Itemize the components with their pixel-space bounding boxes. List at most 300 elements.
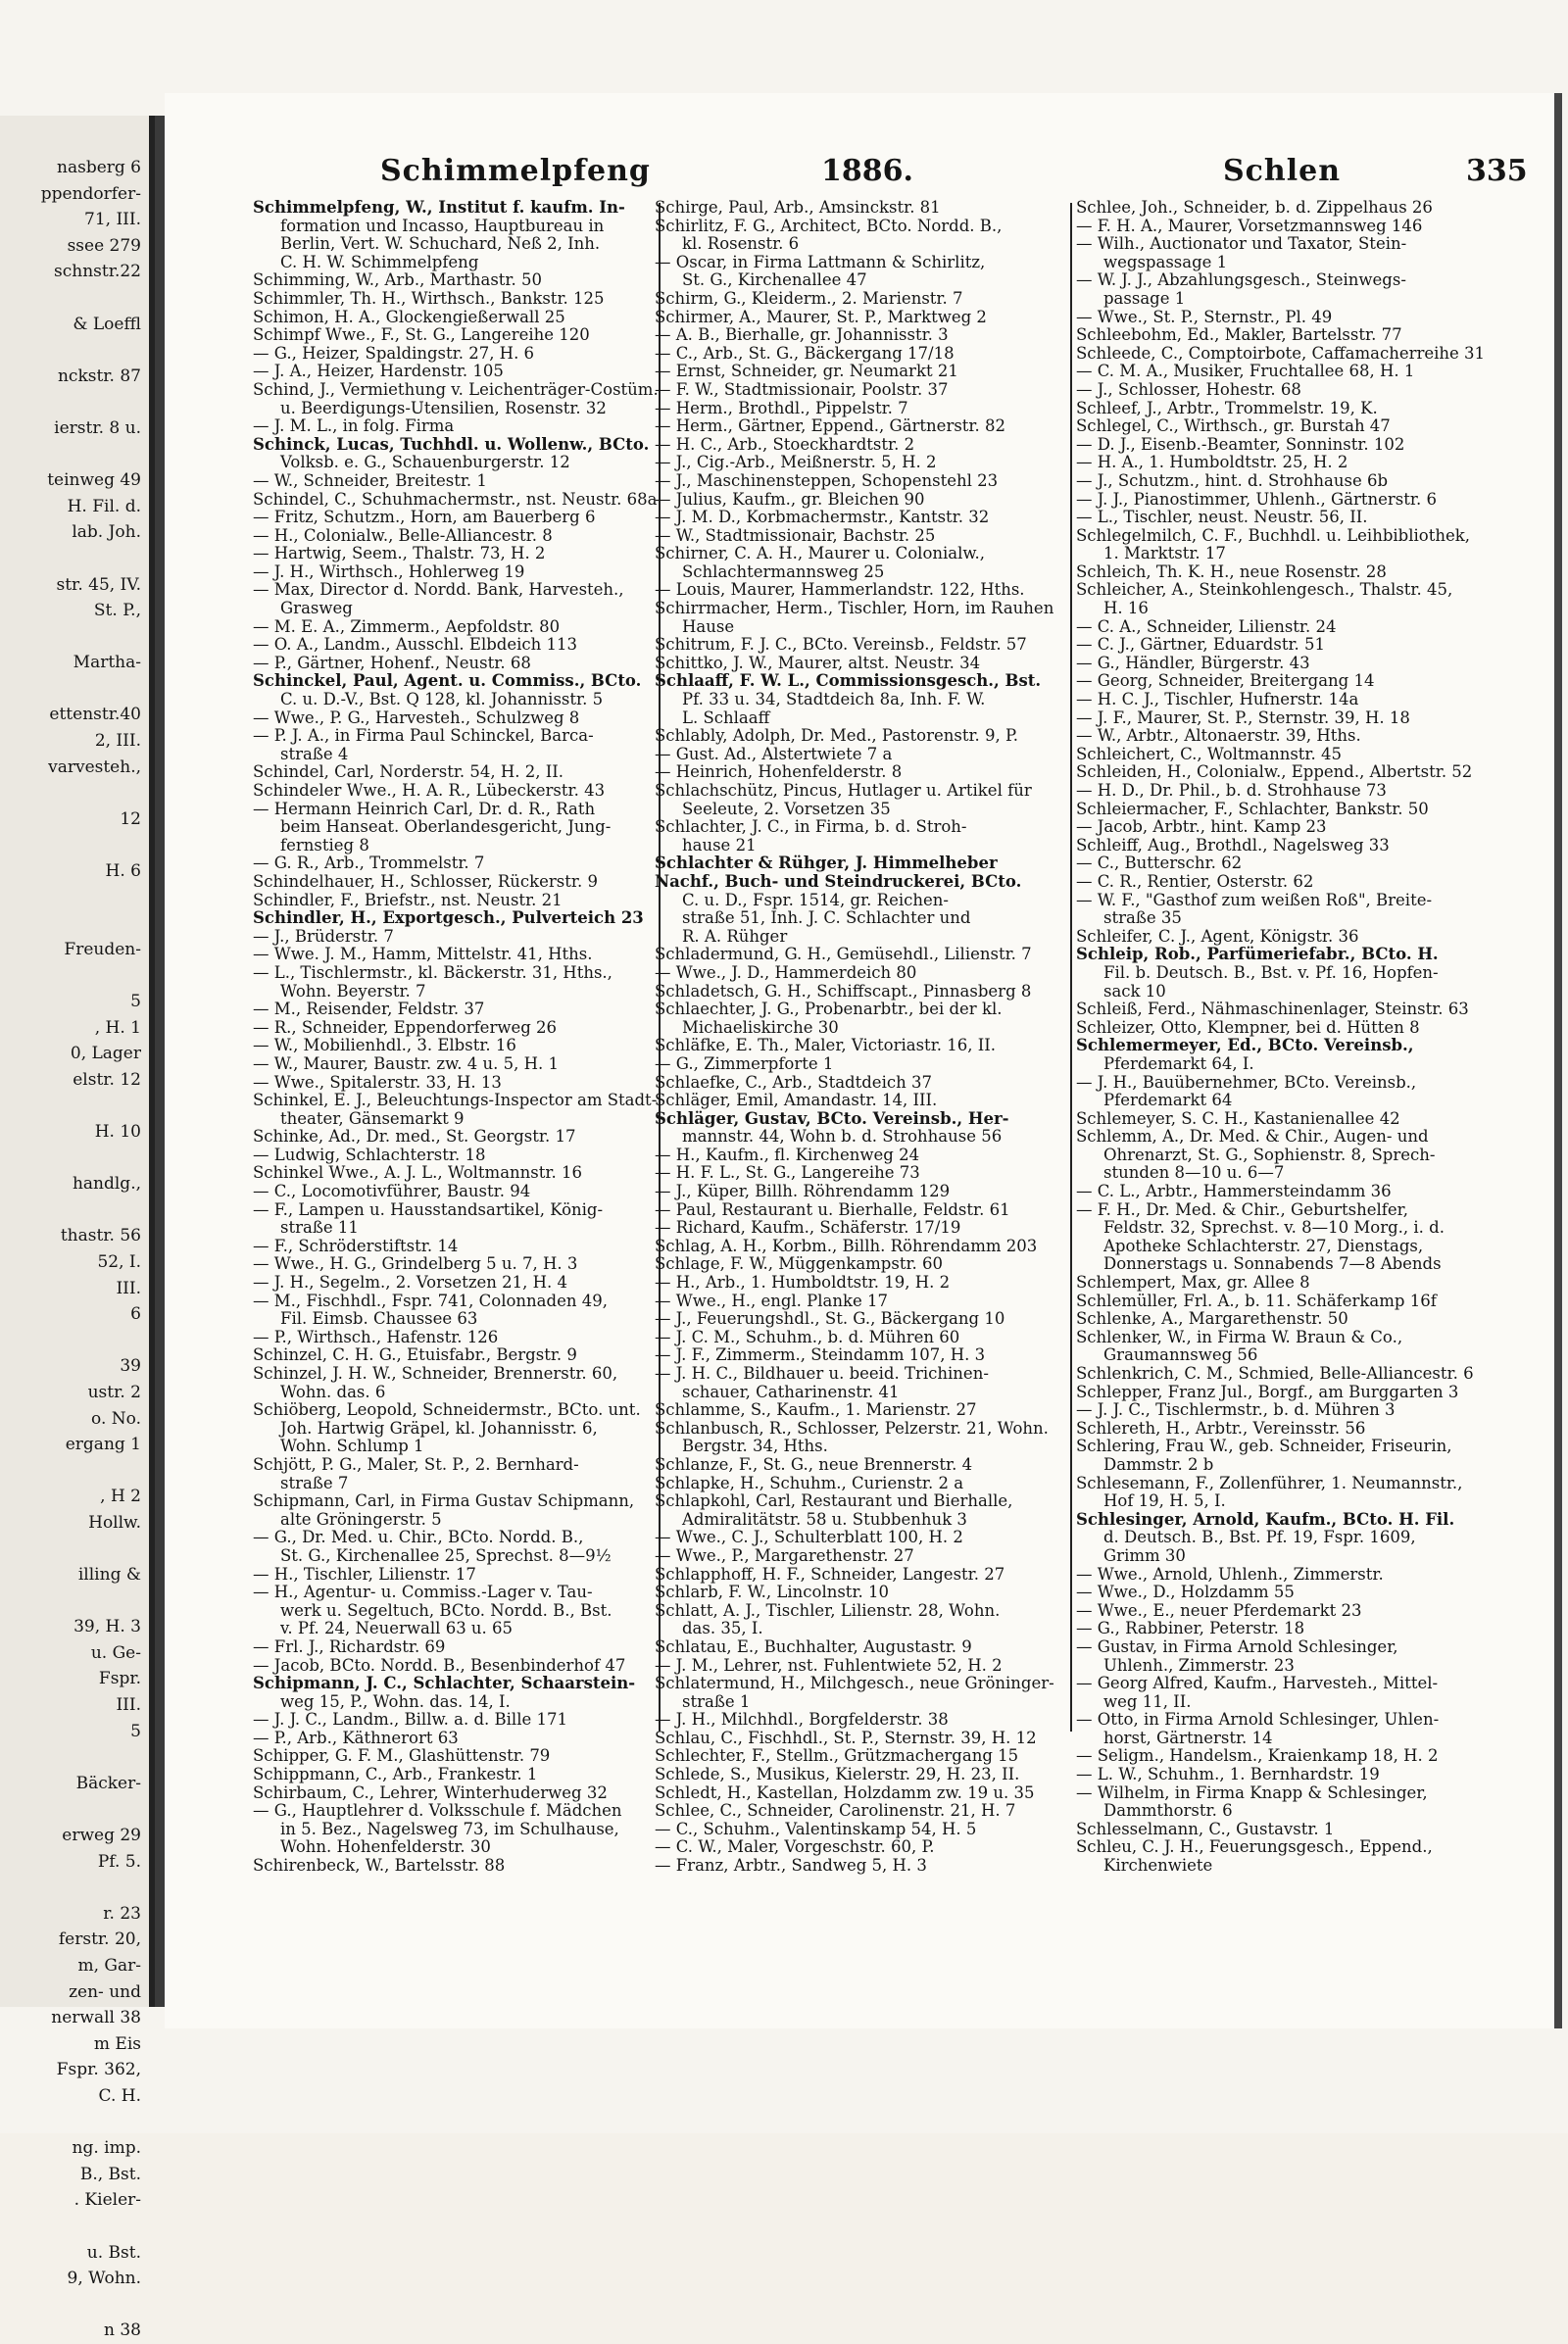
directory-entry: — J. M. D., Korbmachermstr., Kantstr. 32: [655, 508, 990, 527]
directory-entry: Wohn. Beyerstr. 7: [280, 981, 426, 1001]
directory-entry: Schind, J., Vermiethung v. Leichenträger-Costüm.: [253, 379, 659, 399]
directory-entry: — C. R., Rentier, Osterstr. 62: [1076, 871, 1314, 891]
previous-page-line: [6, 885, 141, 911]
directory-entry: — C., Schuhm., Valentinskamp 54, H. 5: [655, 1819, 977, 1838]
header-year: 1886.: [821, 154, 913, 188]
previous-page-line: n 38: [104, 2320, 141, 2341]
directory-entry: — J., Brüderstr. 7: [253, 926, 394, 946]
directory-entry: Schleiß, Ferd., Nähmaschinenlager, Steinstr. 63: [1076, 1000, 1469, 1019]
directory-entry: — W., Stadtmissionair, Bachstr. 25: [655, 525, 936, 545]
directory-entry: Schindler, F., Briefstr., nst. Neustr. 21: [253, 890, 563, 909]
directory-entry: — Franz, Arbtr., Sandweg 5, H. 3: [655, 1856, 927, 1876]
directory-entry: — C. J., Gärtner, Eduardstr. 51: [1076, 635, 1326, 655]
previous-page-line: [6, 1328, 141, 1354]
directory-entry: Schlatau, E., Buchhalter, Augustastr. 9: [655, 1636, 972, 1656]
directory-entry: — W. J. J., Abzahlungsgesch., Steinwegs-: [1076, 270, 1406, 290]
directory-entry: — Wwe., H. G., Grindelberg 5 u. 7, H. 3: [253, 1254, 578, 1274]
directory-entry: — J. M., Lehrer, nst. Fuhlentwiete 52, H. 2: [655, 1655, 1003, 1675]
directory-entry: Schleicher, A., Steinkohlengesch., Thalstr. 45,: [1076, 580, 1453, 600]
directory-entry: Feldstr. 32, Sprechst. v. 8—10 Morg., i. d.: [1103, 1218, 1445, 1238]
directory-entry: Volksb. e. G., Schauenburgerstr. 12: [280, 453, 570, 472]
directory-entry: Pferdemarkt 64, I.: [1103, 1053, 1254, 1073]
directory-entry: schauer, Catharinenstr. 41: [682, 1382, 900, 1401]
directory-entry: St. G., Kirchenallee 47: [682, 270, 867, 290]
directory-entry: Schirge, Paul, Arb., Amsinckstr. 81: [655, 198, 941, 217]
directory-entry: Schladermund, G. H., Gemüsehdl., Lilienstr. 7: [655, 945, 1032, 964]
directory-entry: — Georg, Schneider, Breitergang 14: [1076, 671, 1375, 691]
directory-entry: Schlesemann, F., Zollenführer, 1. Neumannstr.,: [1076, 1473, 1463, 1492]
directory-entry: Schimon, H. A., Glockengießerwall 25: [253, 307, 565, 326]
previous-page-line: 71, III.: [84, 210, 141, 230]
directory-entry: R. A. Rühger: [682, 926, 788, 946]
directory-entry: Schinzel, J. H. W., Schneider, Brennerstr. 60,: [253, 1364, 618, 1383]
directory-entry: Schippmann, C., Arb., Frankestr. 1: [253, 1765, 538, 1784]
directory-entry: — H. D., Dr. Phil., b. d. Strohhause 73: [1076, 781, 1387, 800]
directory-entry: — F. H., Dr. Med. & Chir., Geburtshelfer,: [1076, 1199, 1408, 1219]
directory-entry: — Louis, Maurer, Hammerlandstr. 122, Hths.: [655, 580, 1025, 600]
directory-entry: Schlee, Joh., Schneider, b. d. Zippelhaus 26: [1076, 198, 1433, 217]
directory-entry: Schlepper, Franz Jul., Borgf., am Burggarten 3: [1076, 1382, 1459, 1401]
directory-entry: St. G., Kirchenallee 25, Sprechst. 8—9½: [280, 1545, 612, 1565]
directory-entry: mannstr. 44, Wohn b. d. Strohhause 56: [682, 1127, 1003, 1147]
previous-page-line: [6, 2214, 141, 2240]
previous-page-line: Freuden-: [64, 939, 141, 959]
previous-page-line: ustr. 2: [87, 1382, 141, 1402]
directory-entry: Schlesselmann, C., Gustavstr. 1: [1076, 1819, 1335, 1838]
directory-entry: — J. J., Pianostimmer, Uhlenh., Gärtnerstr. 6: [1076, 489, 1437, 509]
directory-entry: Schimmelpfeng, W., Institut f. kaufm. In-: [253, 198, 625, 217]
directory-entry: Schleizer, Otto, Klempner, bei d. Hütten 8: [1076, 1017, 1420, 1037]
directory-entry: — Gust. Ad., Alstertwiete 7 a: [655, 744, 893, 763]
directory-entry: — H. F. L., St. G., Langereihe 73: [655, 1163, 920, 1183]
directory-entry: Schlee, C., Schneider, Carolinenstr. 21, H. 7: [655, 1801, 1016, 1821]
directory-entry: Schlemüller, Frl. A., b. 11. Schäferkamp 16f: [1076, 1291, 1437, 1310]
previous-page-line: [6, 285, 141, 312]
directory-entry: wegspassage 1: [1103, 252, 1228, 271]
directory-entry: — J., Cig.-Arb., Meißnerstr. 5, H. 2: [655, 453, 937, 472]
directory-entry: horst, Gärtnerstr. 14: [1103, 1728, 1273, 1747]
directory-entry: Schledt, H., Kastellan, Holzdamm zw. 19 u. 35: [655, 1782, 1035, 1802]
directory-entry: — J. H. C., Bildhauer u. beeid. Trichinen-: [655, 1364, 989, 1383]
previous-page-line: , H. 1: [94, 1017, 141, 1038]
directory-entry: Pferdemarkt 64: [1103, 1091, 1233, 1110]
previous-page-line: 39, H. 3: [74, 1617, 141, 1637]
previous-page-line: 5: [130, 992, 141, 1011]
previous-page-line: varvesteh.,: [48, 757, 141, 777]
directory-entry: — C., Locomotivführer, Baustr. 94: [253, 1182, 531, 1201]
directory-entry: — C., Arb., St. G., Bäckergang 17/18: [655, 343, 955, 363]
directory-entry: — Wwe., E., neuer Pferdemarkt 23: [1076, 1600, 1362, 1620]
directory-entry: — P., Arb., Käthnerort 63: [253, 1728, 459, 1747]
directory-entry: — P. J. A., in Firma Paul Schinckel, Barca-: [253, 726, 594, 746]
directory-entry: Schlaechter, J. G., Probenarbtr., bei der kl.: [655, 1000, 1003, 1019]
directory-entry: stunden 8—10 u. 6—7: [1103, 1163, 1285, 1183]
directory-entry: — W., Arbtr., Altonaerstr. 39, Hths.: [1076, 726, 1361, 746]
previous-page-text: [6, 155, 141, 2344]
previous-page-line: m, Gar-: [77, 1955, 141, 1976]
directory-entry: Schlenker, W., in Firma W. Braun & Co.,: [1076, 1327, 1403, 1346]
directory-entry: — W., Mobilienhdl., 3. Elbstr. 16: [253, 1036, 516, 1055]
previous-page-line: St. P.,: [93, 601, 141, 621]
directory-entry: Schindler, H., Exportgesch., Pulverteich 23: [253, 908, 644, 928]
directory-entry: — G., Zimmerpforte 1: [655, 1053, 834, 1073]
header-left-keyword: Schimmelpfeng: [380, 154, 651, 188]
previous-page-line: ssee 279: [67, 235, 141, 256]
directory-entry: passage 1: [1103, 288, 1186, 308]
directory-entry: — Wwe. J. M., Hamm, Mittelstr. 41, Hths.: [253, 945, 593, 964]
directory-entry: — W., Maurer, Baustr. zw. 4 u. 5, H. 1: [253, 1053, 559, 1073]
directory-entry: — H., Colonialw., Belle-Alliancestr. 8: [253, 525, 553, 545]
directory-entry: — M., Reisender, Feldstr. 37: [253, 1000, 485, 1019]
previous-page-line: m Eis: [93, 2033, 141, 2054]
directory-entry: — Seligm., Handelsm., Kraienkamp 18, H. 2: [1076, 1746, 1439, 1766]
directory-entry: Schleebohm, Ed., Makler, Bartelsstr. 77: [1076, 325, 1402, 345]
directory-entry: — A. B., Bierhalle, gr. Johannisstr. 3: [655, 325, 949, 345]
directory-entry: — Wwe., C. J., Schulterblatt 100, H. 2: [655, 1528, 963, 1547]
directory-entry: — H., Tischler, Lilienstr. 17: [253, 1564, 476, 1584]
directory-entry: kl. Rosenstr. 6: [682, 234, 800, 254]
directory-entry: — Ernst, Schneider, gr. Neumarkt 21: [655, 362, 958, 381]
directory-entry: Michaeliskirche 30: [682, 1017, 839, 1037]
directory-entry: Schlemermeyer, Ed., BCto. Vereinsb.,: [1076, 1036, 1414, 1055]
directory-entry: — G., Rabbiner, Peterstr. 18: [1076, 1619, 1305, 1638]
previous-page-line: 2, III.: [94, 731, 141, 752]
previous-page-line: ierstr. 8 u.: [54, 417, 141, 438]
directory-entry: — Max, Director d. Nordd. Bank, Harvesteh.,: [253, 580, 624, 600]
directory-entry: — J. H., Segelm., 2. Vorsetzen 21, H. 4: [253, 1273, 568, 1293]
directory-entry: — P., Gärtner, Hohenf., Neustr. 68: [253, 653, 531, 672]
directory-entry: — J., Schutzm., hint. d. Strohhause 6b: [1076, 470, 1389, 490]
directory-entry: — H. C. J., Tischler, Hufnerstr. 14a: [1076, 690, 1359, 709]
previous-page-line: nerwall 38: [51, 2008, 141, 2028]
previous-page-line: Bäcker-: [75, 1773, 141, 1793]
book-gutter: [155, 116, 165, 2007]
directory-entry: — L. W., Schuhm., 1. Bernhardstr. 19: [1076, 1765, 1380, 1784]
previous-page-line: H. 10: [94, 1121, 141, 1142]
directory-entry: weg 15, P., Wohn. das. 14, I.: [280, 1691, 511, 1711]
directory-entry: Schlanze, F., St. G., neue Brennerstr. 4: [655, 1454, 973, 1474]
directory-entry: Schlempert, Max, gr. Allee 8: [1076, 1273, 1310, 1293]
directory-entry: Dammstr. 2 b: [1103, 1454, 1214, 1474]
directory-entry: Schimpf Wwe., F., St. G., Langereihe 120: [253, 325, 590, 345]
directory-entry: — G., Händler, Bürgerstr. 43: [1076, 653, 1310, 672]
directory-entry: Dammthorstr. 6: [1103, 1801, 1233, 1821]
directory-entry: Schlachter & Rühger, J. Himmelheber: [655, 854, 998, 873]
directory-entry: — Wwe., Spitalerstr. 33, H. 13: [253, 1072, 502, 1092]
directory-entry: — Frl. J., Richardstr. 69: [253, 1636, 446, 1656]
directory-entry: — H., Agentur- u. Commiss.-Lager v. Tau-: [253, 1583, 593, 1602]
directory-entry: Berlin, Vert. W. Schuchard, Neß 2, Inh.: [280, 234, 601, 254]
directory-entry: Schlag, A. H., Korbm., Billh. Röhrendamm 203: [655, 1236, 1038, 1255]
previous-page-line: ferstr. 20,: [58, 1929, 141, 1950]
previous-page-line: ppendorfer-: [40, 183, 141, 204]
previous-page-line: Martha-: [73, 653, 141, 673]
previous-page-line: , H 2: [100, 1487, 141, 1507]
previous-page-line: [6, 2292, 141, 2319]
directory-entry: — J. F., Zimmerm., Steindamm 107, H. 3: [655, 1345, 986, 1365]
previous-page-line: u. Bst.: [86, 2242, 141, 2263]
directory-entry: Schlaefke, C., Arb., Stadtdeich 37: [655, 1072, 932, 1092]
directory-entry: Schiöberg, Leopold, Schneidermstr., BCto. unt.: [253, 1400, 641, 1420]
directory-entry: — Paul, Restaurant u. Bierhalle, Feldstr. 61: [655, 1199, 1010, 1219]
directory-entry: straße 1: [682, 1691, 751, 1711]
directory-entry: — Wwe., J. D., Hammerdeich 80: [655, 962, 917, 982]
directory-entry: Hof 19, H. 5, I.: [1103, 1491, 1226, 1511]
directory-entry: — J. A., Heizer, Hardenstr. 105: [253, 362, 504, 381]
directory-entry: — G., Hauptlehrer d. Volksschule f. Mädchen: [253, 1801, 622, 1821]
directory-entry: Fil. b. Deutsch. B., Bst. v. Pf. 16, Hopfen-: [1103, 962, 1439, 982]
directory-entry: — H., Arb., 1. Humboldtstr. 19, H. 2: [655, 1273, 951, 1293]
directory-entry: Schlage, F. W., Müggenkampstr. 60: [655, 1254, 944, 1274]
previous-page-line: [6, 832, 141, 858]
directory-entry: in 5. Bez., Nagelsweg 73, im Schulhause,: [280, 1819, 619, 1838]
directory-entry: Schlesinger, Arnold, Kaufm., BCto. H. Fil.: [1076, 1509, 1455, 1529]
directory-entry: — F. W., Stadtmissionair, Poolstr. 37: [655, 379, 949, 399]
directory-entry: Schinkel Wwe., A. J. L., Woltmannstr. 16: [253, 1163, 582, 1183]
directory-entry: d. Deutsch. B., Bst. Pf. 19, Fspr. 1609,: [1103, 1528, 1416, 1547]
directory-entry: — Ludwig, Schlachterstr. 18: [253, 1145, 486, 1164]
directory-entry: Wohn. das. 6: [280, 1382, 386, 1401]
directory-entry: Wohn. Hohenfelderstr. 30: [280, 1837, 491, 1857]
directory-entry: Schlemeyer, S. C. H., Kastanienallee 42: [1076, 1108, 1400, 1128]
directory-entry: Schlering, Frau W., geb. Schneider, Friseurin,: [1076, 1437, 1452, 1456]
directory-entry: — Hartwig, Seem., Thalstr. 73, H. 2: [253, 544, 546, 563]
directory-entry: Schinkel, E. J., Beleuchtungs-Inspector am Stadt-: [253, 1091, 658, 1110]
directory-entry: — G., Dr. Med. u. Chir., BCto. Nordd. B.,: [253, 1528, 584, 1547]
directory-entry: werk u. Segeltuch, BCto. Nordd. B., Bst.: [280, 1600, 612, 1620]
previous-page-line: Fspr. 362,: [56, 2060, 141, 2080]
directory-entry: Grasweg: [280, 599, 353, 618]
directory-entry: Apotheke Schlachterstr. 27, Dienstags,: [1103, 1236, 1424, 1255]
directory-entry: C. u. D.-V., Bst. Q 128, kl. Johannisstr. 5: [280, 690, 604, 709]
directory-entry: Schlapphoff, H. F., Schneider, Langestr. 27: [655, 1564, 1005, 1584]
directory-entry: Schindeler Wwe., H. A. R., Lübeckerstr. 43: [253, 781, 606, 800]
directory-entry: hause 21: [682, 835, 757, 855]
directory-entry: u. Beerdigungs-Utensilien, Rosenstr. 32: [280, 398, 607, 417]
directory-entry: Schinckel, Paul, Agent. u. Commiss., BCto.: [253, 671, 642, 691]
directory-entry: Graumannsweg 56: [1103, 1345, 1258, 1365]
previous-page-line: [6, 1796, 141, 1823]
previous-page-line: [6, 2110, 141, 2136]
previous-page-line: [6, 1875, 141, 1901]
previous-page-line: nckstr. 87: [57, 366, 141, 386]
previous-page-line: [6, 546, 141, 572]
previous-page-line: H. 6: [105, 861, 141, 882]
directory-entry: — L., Tischlermstr., kl. Bäckerstr. 31, Hths.,: [253, 962, 612, 982]
directory-entry: C. u. D., Fspr. 1514, gr. Reichen-: [682, 890, 949, 909]
directory-entry: — Wilh., Auctionator und Taxator, Stein-: [1076, 234, 1407, 254]
previous-page-line: [6, 442, 141, 468]
previous-page-line: nasberg 6: [57, 158, 141, 177]
directory-entry: Joh. Hartwig Gräpel, kl. Johannisstr. 6,: [280, 1418, 598, 1438]
directory-entry: — Richard, Kaufm., Schäferstr. 17/19: [655, 1218, 961, 1238]
directory-entry: Bergstr. 34, Hths.: [682, 1437, 828, 1456]
directory-entry: Schleifer, C. J., Agent, Königstr. 36: [1076, 926, 1359, 946]
directory-entry: — Wwe., St. P., Sternstr., Pl. 49: [1076, 307, 1333, 326]
previous-page-line: Fspr.: [98, 1669, 141, 1689]
previous-page-line: B., Bst.: [79, 2164, 141, 2184]
directory-entry: — Hermann Heinrich Carl, Dr. d. R., Rath: [253, 799, 596, 818]
directory-entry: Schladetsch, G. H., Schiffscapt., Pinnasberg 8: [655, 981, 1032, 1001]
directory-entry: Schimmler, Th. H., Wirthsch., Bankstr. 125: [253, 288, 605, 308]
previous-page-line: Pf. 5.: [97, 1851, 141, 1872]
directory-entry: — J., Küper, Billh. Röhrendamm 129: [655, 1182, 951, 1201]
previous-page-line: erweg 29: [62, 1826, 141, 1845]
directory-entry: — C. W., Maler, Vorgeschstr. 60, P.: [655, 1837, 935, 1857]
directory-entry: — J. F., Maurer, St. P., Sternstr. 39, H. 18: [1076, 708, 1410, 727]
directory-entry: alte Gröningerstr. 5: [280, 1509, 442, 1529]
directory-entry: — F. H. A., Maurer, Vorsetzmannsweg 146: [1076, 216, 1423, 235]
previous-page-line: ergang 1: [65, 1435, 141, 1455]
directory-entry: — F., Schröderstiftstr. 14: [253, 1236, 459, 1255]
directory-entry: — Herm., Gärtner, Eppend., Gärtnerstr. 82: [655, 416, 1005, 436]
directory-entry: — C., Butterschr. 62: [1076, 854, 1243, 873]
directory-entry: formation und Incasso, Hauptbureau in: [280, 216, 605, 235]
directory-entry: Schlaaff, F. W. L., Commissionsgesch., Bst.: [655, 671, 1042, 691]
directory-entry: Schläger, Gustav, BCto. Vereinsb., Her-: [655, 1108, 1009, 1128]
previous-page-line: 9, Wohn.: [67, 2269, 141, 2289]
directory-entry: sack 10: [1103, 981, 1166, 1001]
directory-entry: Schlarb, F. W., Lincolnstr. 10: [655, 1583, 890, 1602]
directory-entry: — Herm., Brothdl., Pippelstr. 7: [655, 398, 908, 417]
directory-entry: Schlably, Adolph, Dr. Med., Pastorenstr. 9, P.: [655, 726, 1019, 746]
previous-page-line: r. 23: [103, 1903, 141, 1924]
directory-entry: Schläger, Emil, Amandastr. 14, III.: [655, 1091, 938, 1110]
directory-entry: Seeleute, 2. Vorsetzen 35: [682, 799, 891, 818]
directory-entry: — C. M. A., Musiker, Fruchtallee 68, H. 1: [1076, 362, 1415, 381]
directory-entry: Schirlitz, F. G., Architect, BCto. Nordd. B.,: [655, 216, 1003, 235]
directory-entry: Schlachschütz, Pincus, Hutlager u. Artikel für: [655, 781, 1032, 800]
directory-entry: Schindel, Carl, Norderstr. 54, H. 2, II.: [253, 762, 564, 782]
directory-entry: Schlenke, A., Margarethenstr. 50: [1076, 1309, 1348, 1329]
previous-page-line: [6, 1536, 141, 1562]
directory-entry: Schläfke, E. Th., Maler, Victoriastr. 16, II.: [655, 1036, 997, 1055]
directory-entry: — Wwe., Arnold, Uhlenh., Zimmerstr.: [1076, 1564, 1384, 1584]
previous-page-line: & Loeffl: [73, 314, 141, 334]
directory-entry: Schlanbusch, R., Schlosser, Pelzerstr. 21, Wohn.: [655, 1418, 1049, 1438]
directory-page: [165, 93, 1562, 2028]
previous-page-line: [6, 910, 141, 937]
column-divider: [1070, 203, 1072, 1732]
directory-entry: — Wwe., P., Margarethenstr. 27: [655, 1545, 914, 1565]
directory-entry: Ohrenarzt, St. G., Sophienstr. 8, Sprech-: [1103, 1145, 1436, 1164]
directory-entry: straße 4: [280, 744, 349, 763]
previous-page-line: 39: [120, 1356, 141, 1377]
directory-entry: Schlamme, S., Kaufm., 1. Marienstr. 27: [655, 1400, 977, 1420]
directory-entry: Wohn. Schlump 1: [280, 1437, 424, 1456]
previous-page-line: ettenstr.40: [49, 705, 141, 725]
previous-page-line: [6, 624, 141, 651]
directory-entry: Schleiermacher, F., Schlachter, Bankstr. 50: [1076, 799, 1429, 818]
previous-page-line: [6, 962, 141, 989]
previous-page-line: [6, 1146, 141, 1172]
directory-entry: Schlede, S., Musikus, Kielerstr. 29, H. 23, II.: [655, 1765, 1020, 1784]
directory-entry: Schimming, W., Arb., Marthastr. 50: [253, 270, 542, 290]
directory-entry: — J. H., Wirthsch., Hohlerweg 19: [253, 562, 525, 581]
previous-page-line: u. Ge-: [90, 1642, 141, 1663]
directory-entry: — W., Schneider, Breitestr. 1: [253, 470, 487, 490]
directory-entry: Schleip, Rob., Parfümeriefabr., BCto. H.: [1076, 945, 1439, 964]
directory-entry: — Georg Alfred, Kaufm., Harvesteh., Mittel-: [1076, 1674, 1439, 1693]
directory-entry: Schleiff, Aug., Brothdl., Nagelsweg 33: [1076, 835, 1390, 855]
directory-entry: Grimm 30: [1103, 1545, 1186, 1565]
directory-column-3: [1076, 199, 1507, 1876]
directory-entry: — Fritz, Schutzm., Horn, am Bauerberg 6: [253, 508, 596, 527]
previous-page-line: [6, 780, 141, 806]
previous-page-line: illing &: [77, 1565, 141, 1586]
directory-entry: C. H. W. Schimmelpfeng: [280, 252, 479, 271]
directory-entry: Schirbaum, C., Lehrer, Winterhuderweg 32: [253, 1782, 608, 1802]
previous-page-line: thastr. 56: [60, 1226, 141, 1246]
directory-entry: Schlenkrich, C. M., Schmied, Belle-Alliancestr. 6: [1076, 1364, 1474, 1383]
directory-entry: — C. A., Schneider, Lilienstr. 24: [1076, 616, 1337, 636]
previous-page-line: H. Fil. d.: [67, 496, 141, 516]
directory-entry: theater, Gänsemarkt 9: [280, 1108, 465, 1128]
previous-page-line: [6, 389, 141, 415]
directory-entry: Schlapkohl, Carl, Restaurant und Bierhalle,: [655, 1491, 1013, 1511]
directory-entry: Fil. Eimsb. Chaussee 63: [280, 1309, 478, 1329]
directory-entry: Schlereth, H., Arbtr., Vereinsstr. 56: [1076, 1418, 1366, 1438]
directory-entry: Schipper, G. F. M., Glashüttenstr. 79: [253, 1746, 551, 1766]
directory-entry: Schipmann, Carl, in Firma Gustav Schipmann,: [253, 1491, 635, 1511]
directory-entry: — C. L., Arbtr., Hammersteindamm 36: [1076, 1182, 1392, 1201]
directory-entry: — H., Kaufm., fl. Kirchenweg 24: [655, 1145, 920, 1164]
directory-entry: Schitrum, F. J. C., BCto. Vereinsb., Feldstr. 57: [655, 635, 1027, 655]
directory-entry: 1. Marktstr. 17: [1103, 544, 1226, 563]
previous-page-line: III.: [116, 1278, 141, 1298]
directory-entry: Schlemm, A., Dr. Med. & Chir., Augen- und: [1076, 1127, 1429, 1147]
directory-entry: Schlapke, H., Schuhm., Curienstr. 2 a: [655, 1473, 964, 1492]
directory-entry: Schirenbeck, W., Bartelsstr. 88: [253, 1856, 506, 1876]
previous-page-line: ng. imp.: [72, 2138, 141, 2159]
directory-entry: — M., Fischhdl., Fspr. 741, Colonnaden 49,: [253, 1291, 608, 1310]
directory-entry: — H. A., 1. Humboldtstr. 25, H. 2: [1076, 453, 1348, 472]
directory-entry: — J., Maschinensteppen, Schopenstehl 23: [655, 470, 999, 490]
directory-entry: — Wwe., P. G., Harvesteh., Schulzweg 8: [253, 708, 580, 727]
previous-page-line: lab. Joh.: [72, 522, 141, 543]
directory-entry: Schirner, C. A. H., Maurer u. Colonialw.,: [655, 544, 986, 563]
directory-entry: Pf. 33 u. 34, Stadtdeich 8a, Inh. F. W.: [682, 690, 986, 709]
directory-entry: straße 51, Inh. J. C. Schlachter und: [682, 908, 971, 928]
directory-entry: — J. H., Milchhdl., Borgfelderstr. 38: [655, 1710, 949, 1730]
directory-entry: — D. J., Eisenb.-Beamter, Sonninstr. 102: [1076, 434, 1405, 454]
directory-entry: Schinzel, C. H. G., Etuisfabr., Bergstr. 9: [253, 1345, 577, 1365]
previous-page-line: zen- und: [69, 1981, 141, 2002]
directory-entry: — Jacob, BCto. Nordd. B., Besenbinderhof 47: [253, 1655, 626, 1675]
directory-entry: — L., Tischler, neust. Neustr. 56, II.: [1076, 508, 1368, 527]
previous-page-line: [6, 1588, 141, 1615]
directory-entry: Schindel, C., Schuhmachermstr., nst. Neustr. 68a: [253, 489, 658, 509]
directory-entry: Schleef, J., Arbtr., Trommelstr. 19, K.: [1076, 398, 1378, 417]
previous-page-line: 0, Lager: [70, 1044, 141, 1064]
directory-entry: Schlatt, A. J., Tischler, Lilienstr. 28, Wohn.: [655, 1600, 1001, 1620]
directory-entry: — J., Schlosser, Hohestr. 68: [1076, 379, 1301, 399]
previous-page-line: 5: [130, 1721, 141, 1741]
directory-column-2: [655, 199, 1066, 1876]
directory-entry: Schinke, Ad., Dr. med., St. Georgstr. 17: [253, 1127, 576, 1147]
directory-entry: — G., Heizer, Spaldingstr. 27, H. 6: [253, 343, 535, 363]
directory-entry: — G. R., Arb., Trommelstr. 7: [253, 854, 485, 873]
previous-page-line: [6, 1093, 141, 1119]
directory-entry: Admiralitätstr. 58 u. Stubbenhuk 3: [682, 1509, 967, 1529]
directory-column-1: [253, 199, 664, 1876]
directory-entry: — F., Lampen u. Hausstandsartikel, König-: [253, 1199, 604, 1219]
previous-page-line: teinweg 49: [47, 470, 141, 491]
previous-page-line: Hollw.: [88, 1512, 141, 1533]
directory-entry: Nachf., Buch- und Steindruckerei, BCto.: [655, 871, 1022, 891]
previous-page-line: III.: [116, 1695, 141, 1716]
directory-entry: Schlatermund, H., Milchgesch., neue Gröninger-: [655, 1674, 1054, 1693]
